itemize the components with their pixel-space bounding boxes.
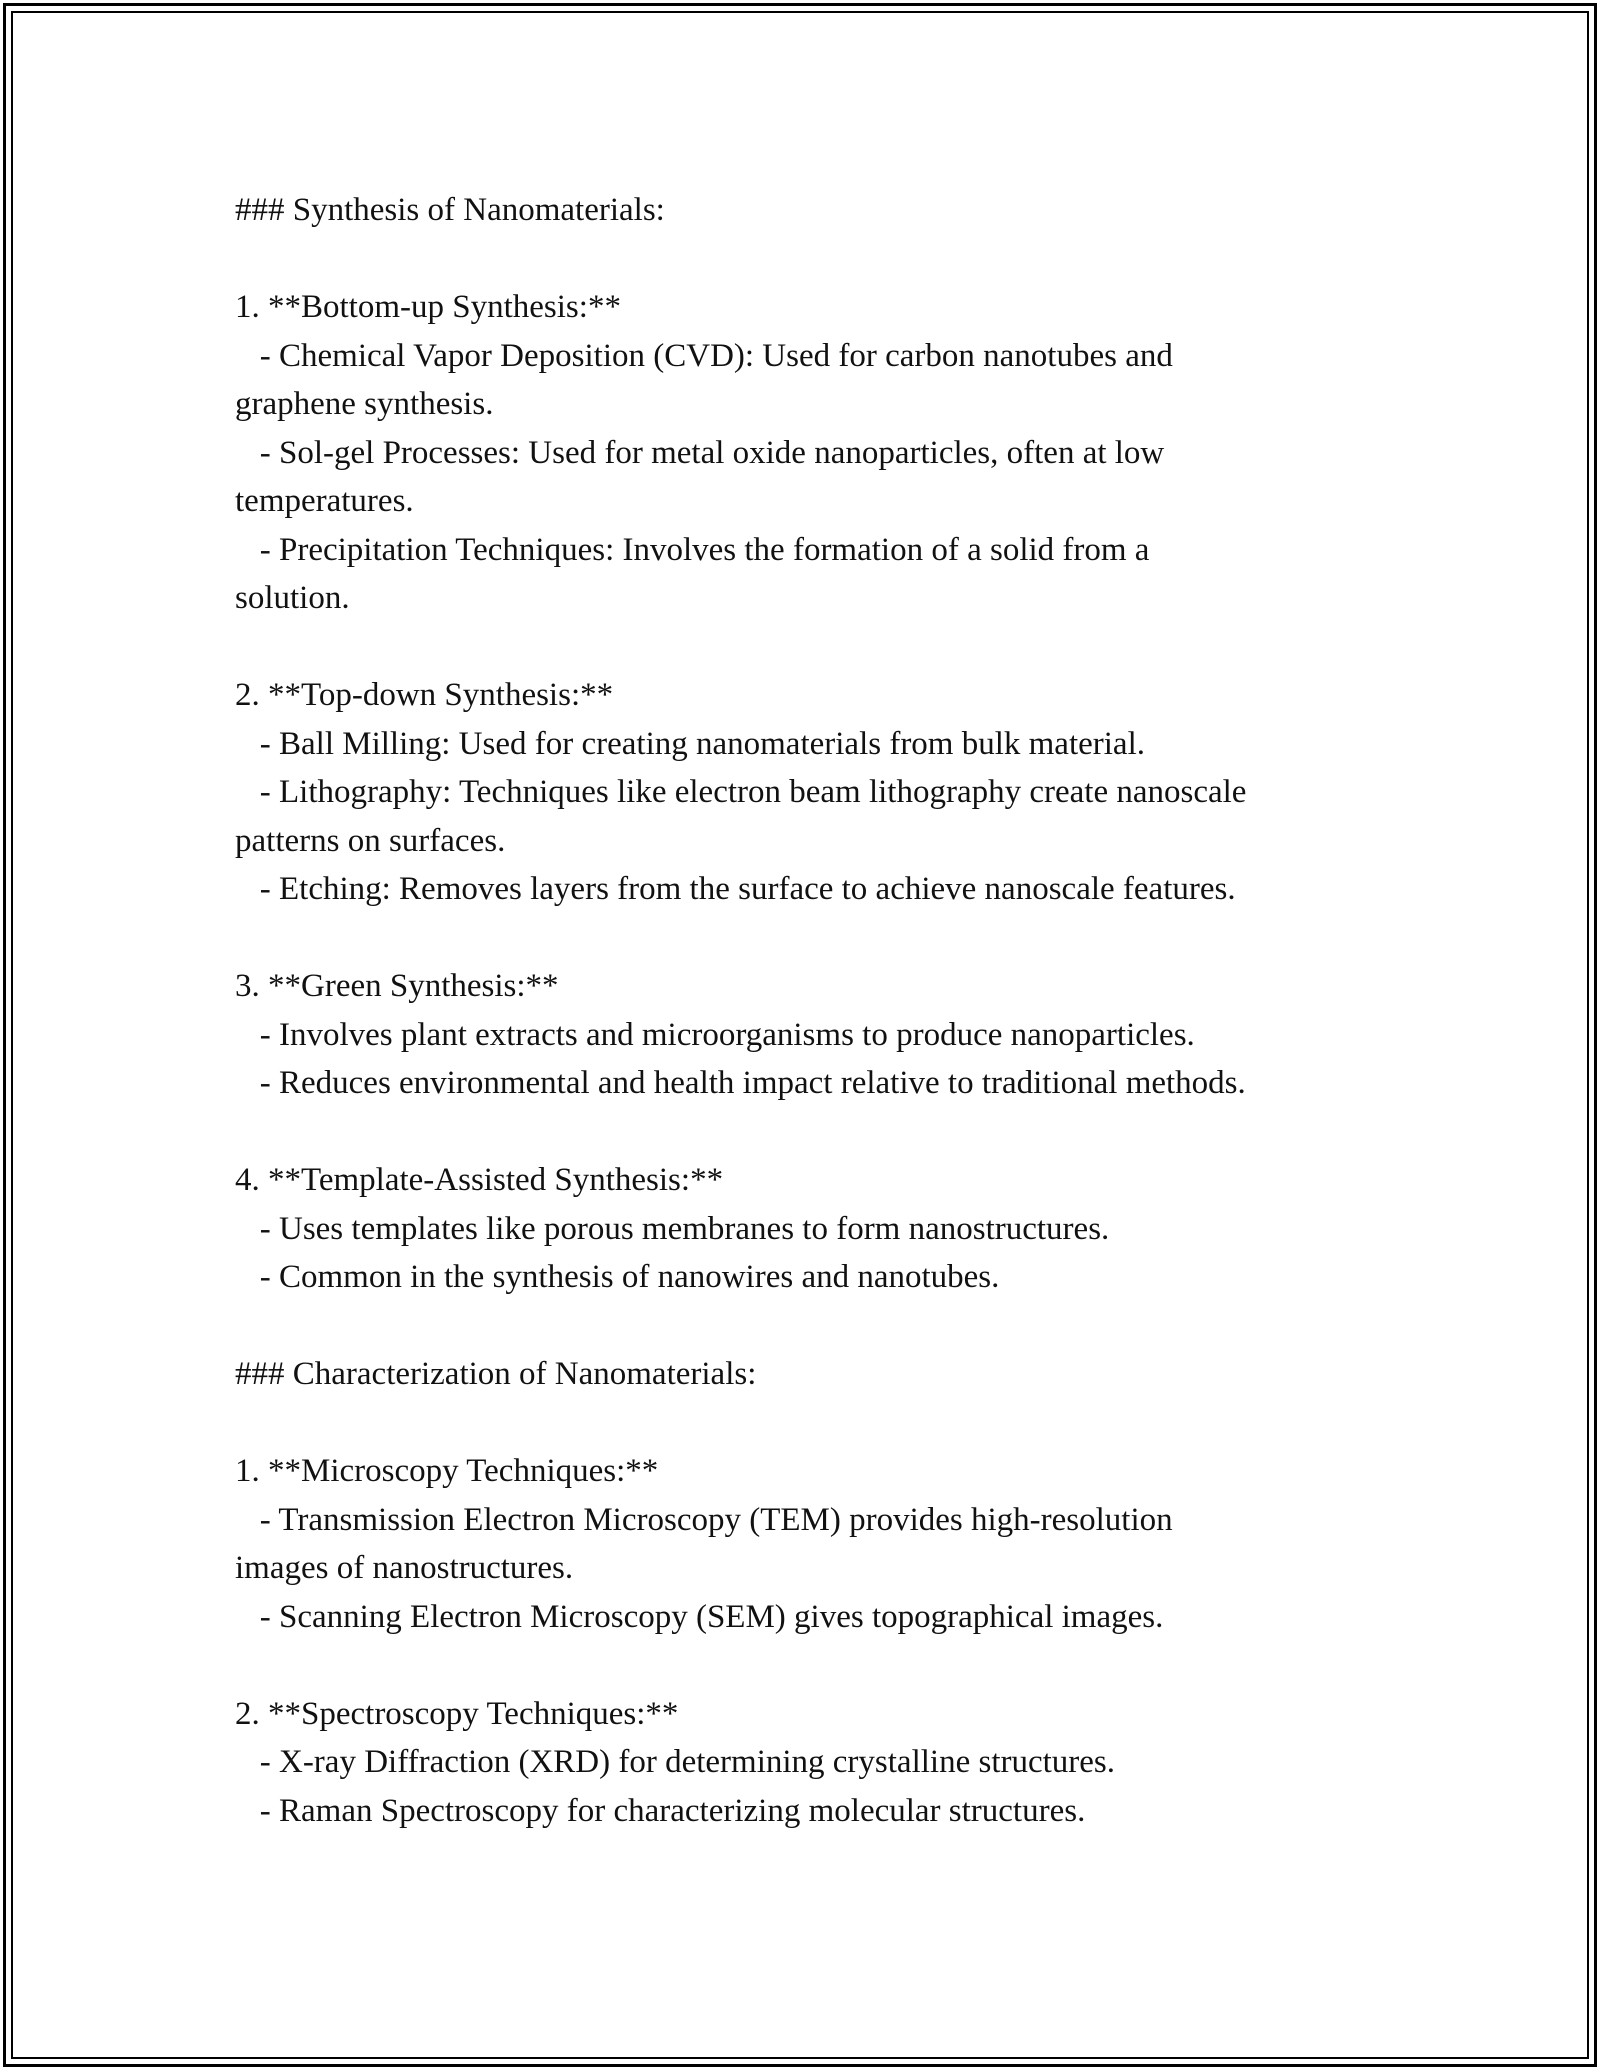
list-item-text: - Common in the synthesis of nanowires and nanotubes. [235,1259,1000,1295]
blank-line [235,235,1415,284]
list-item-text: - Chemical Vapor Deposition (CVD): Used for carbon nanotubes and [235,337,1173,374]
blank-line [235,1399,1415,1448]
list-item-text: - Transmission Electron Microscopy (TEM) provides high-resolution [235,1501,1173,1538]
list-item-heading: 2. **Spectroscopy Techniques:** [235,1695,679,1732]
list-item-heading: 4. **Template-Assisted Synthesis:** [235,1162,724,1198]
list-item-text: - Reduces environmental and health impact relative to traditional methods. [235,1065,1246,1101]
list-item-text: - Precipitation Techniques: Involves the formation of a solid from a [235,531,1150,568]
list-item-text: solution. [235,580,350,616]
blank-line [235,1108,1415,1157]
list-item-text: - Etching: Removes layers from the surface to achieve nanoscale features. [235,871,1236,907]
blank-line [235,914,1415,963]
list-item-text: - Lithography: Techniques like electron beam lithography create nanoscale [235,774,1247,810]
list-item-text: - Involves plant extracts and microorganisms to produce nanoparticles. [235,1016,1195,1053]
list-item-text: - Scanning Electron Microscopy (SEM) gives topographical images. [235,1598,1164,1635]
list-item-heading: 3. **Green Synthesis:** [235,968,559,1004]
section-heading-synthesis: ### Synthesis of Nanomaterials: [235,192,665,228]
list-item-text: - X-ray Diffraction (XRD) for determining crystalline structures. [235,1744,1116,1780]
document-body [235,186,1415,1835]
list-item-text: patterns on surfaces. [235,822,506,859]
blank-line [235,623,1415,672]
list-item-heading: 1. **Microscopy Techniques:** [235,1453,659,1489]
list-item-heading: 1. **Bottom-up Synthesis:** [235,289,621,325]
list-item-text: - Raman Spectroscopy for characterizing molecular structures. [235,1792,1086,1829]
list-item-text: - Sol-gel Processes: Used for metal oxide nanoparticles, often at low [235,434,1165,471]
blank-line [235,1641,1415,1690]
section-heading-characterization: ### Characterization of Nanomaterials: [235,1356,757,1392]
blank-line [235,1302,1415,1351]
list-item-text: - Ball Milling: Used for creating nanomaterials from bulk material. [235,725,1145,762]
list-item-text: images of nanostructures. [235,1550,574,1586]
list-item-heading: 2. **Top-down Synthesis:** [235,677,614,713]
list-item-text: temperatures. [235,483,414,519]
list-item-text: graphene synthesis. [235,386,494,422]
list-item-text: - Uses templates like porous membranes to form nanostructures. [235,1210,1110,1247]
